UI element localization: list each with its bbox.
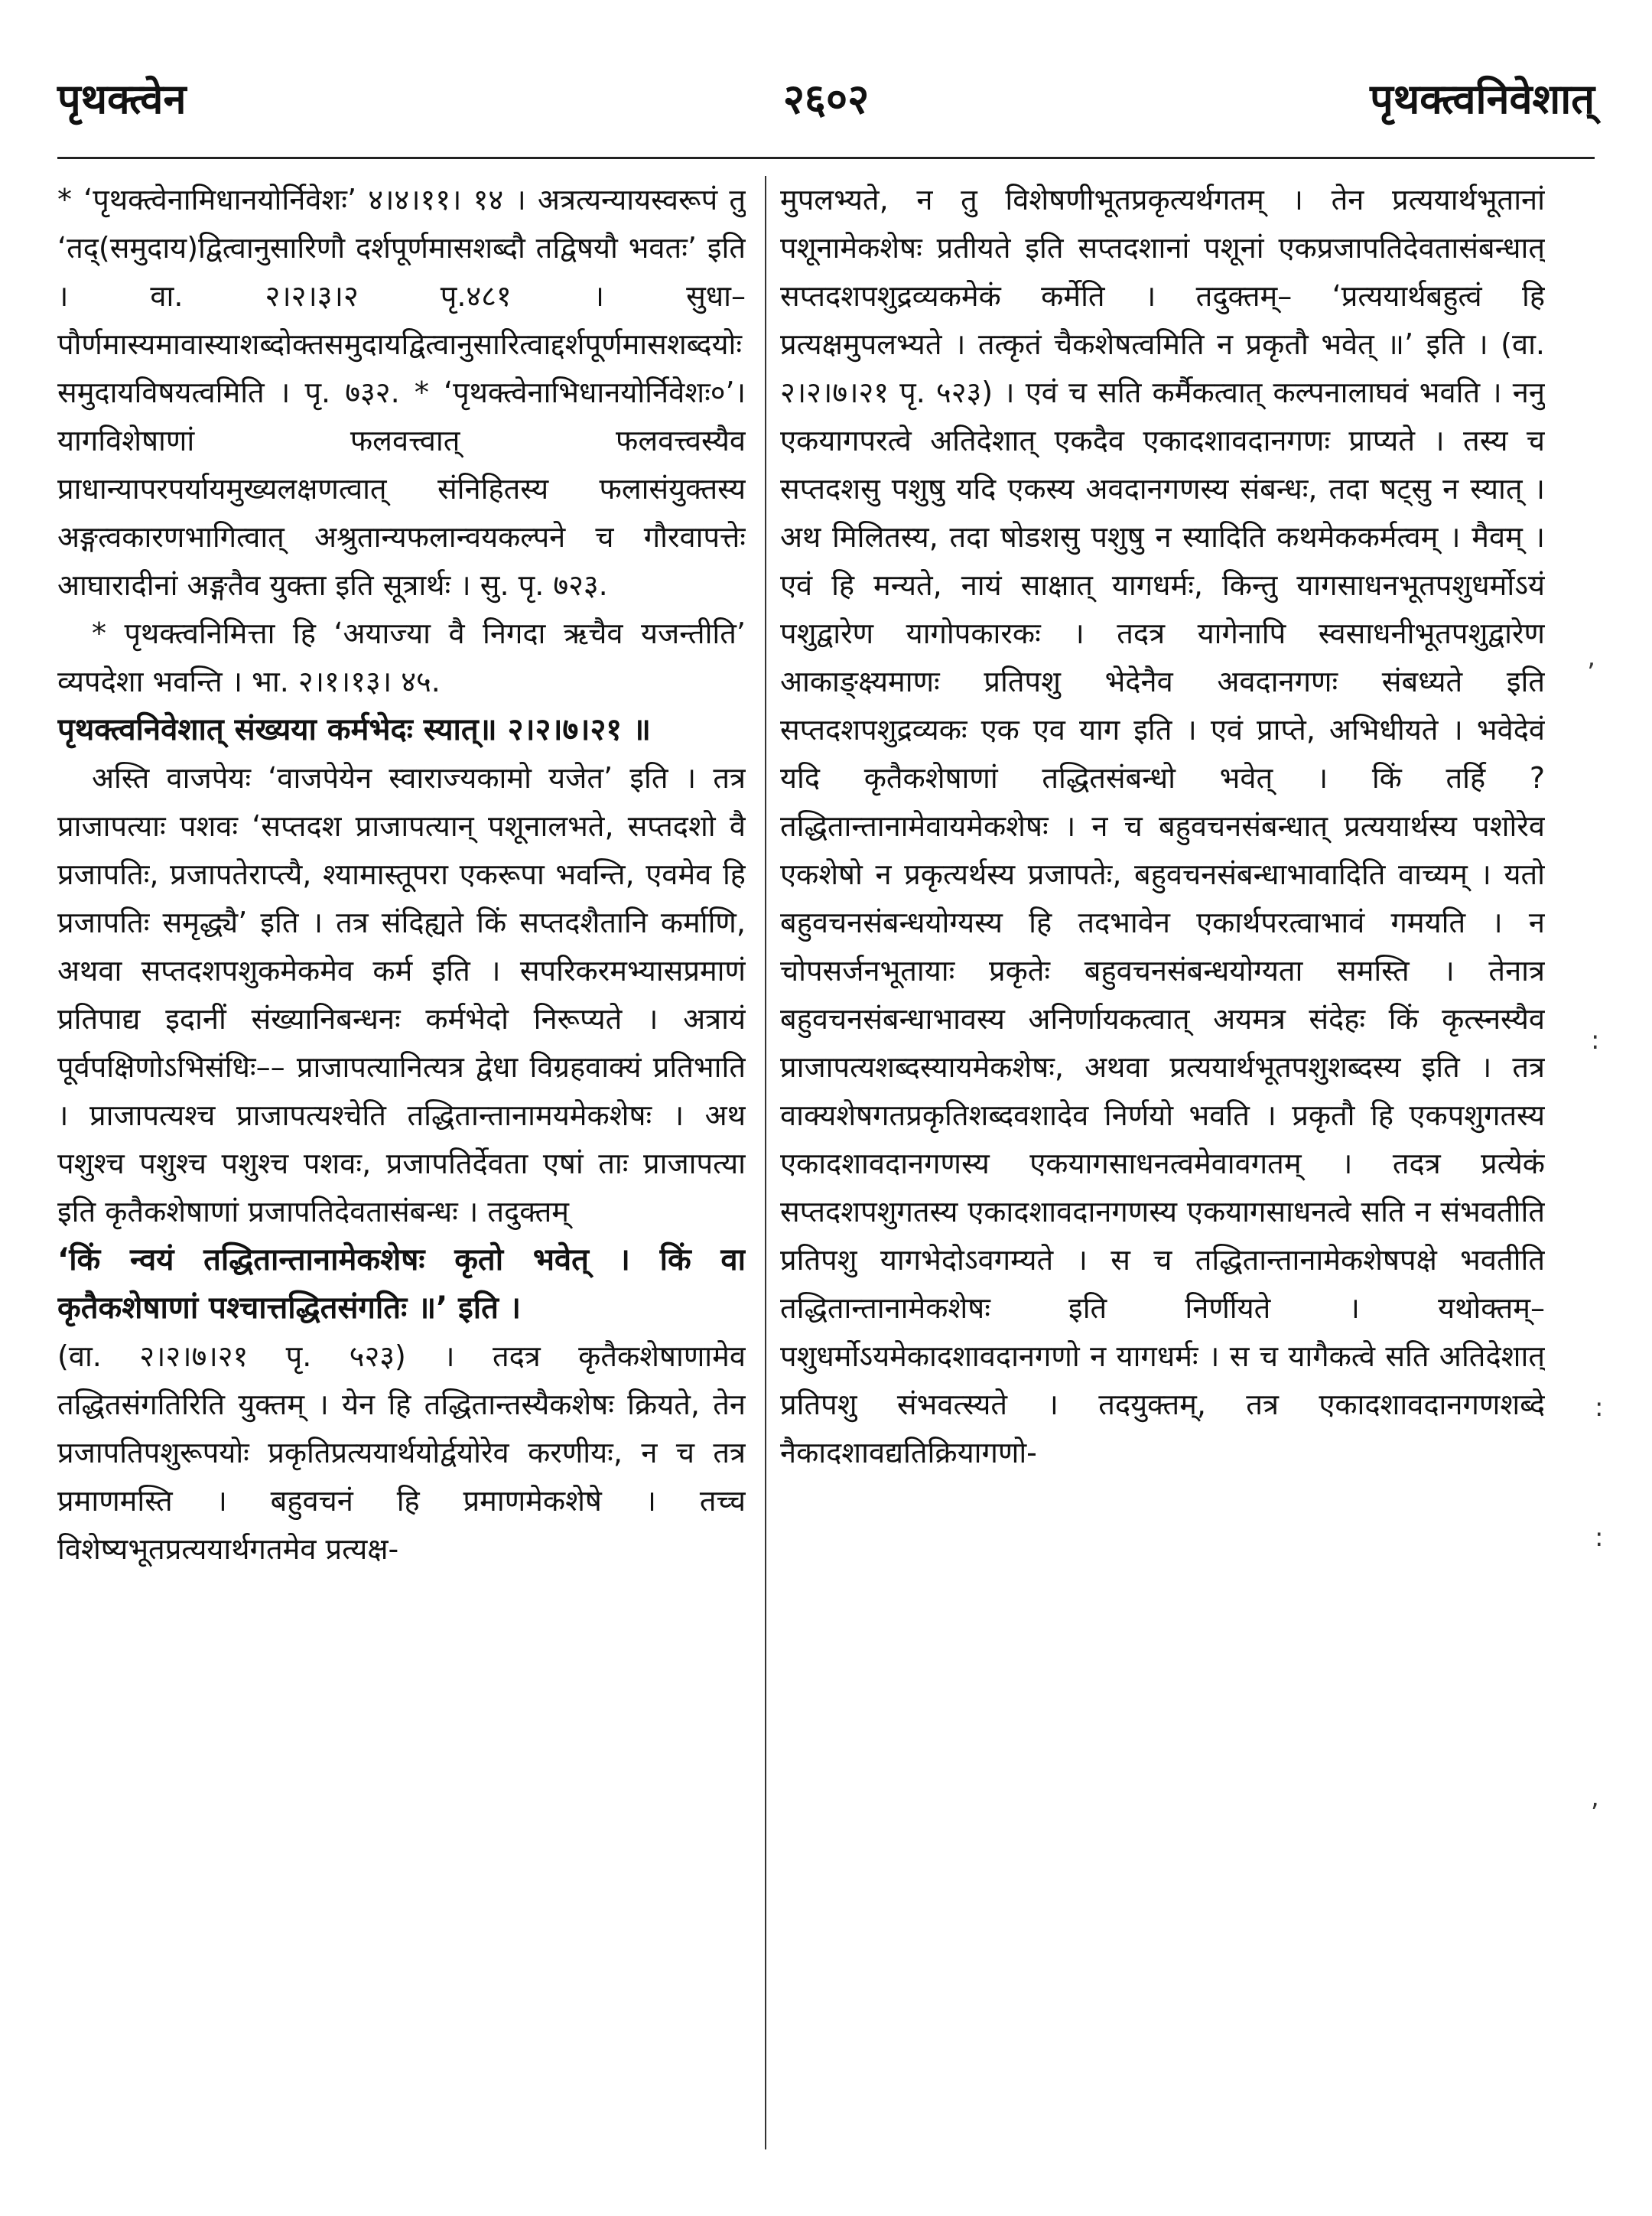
header-rule [57,157,1595,159]
page-number: २६०२ [782,75,870,123]
paragraph-left-1: * ‘पृथक्त्वेनामिधानयोर्निवेशः’ ४।४।११। १४ । अत्रत्यन्यायस्वरूपं तु ‘तद्(समुदाय)द्वित्वानुसारिणौ दर्शपूर्णमासशब्दौ तद्विषयौ भवतः’ इति । वा. २।२।३।२ पृ.४८१ । सुधा– पौर्णमास्यमावास्याशब्दोक्तसमुदायद्वित्वानुसारित्वाद्दर्शपूर्णमासशब्दयोः समुदायविषयत्वमिति । पृ. ७३२. * ‘पृथक्त्वेनाभिधानयोर्निवेशः०’। यागविशेषाणां फलवत्त्वात् फलवत्त्वस्यैव प्राधान्यापरपर्यायमुख्यलक्षणत्वात् संनिहितस्य फलासंयुक्तस्य अङ्गत्वकारणभागित्वात् अश्रुतान्यफलान्वयकल्पने च गौरवापत्तेः आघारादीनां अङ्गतैव युक्ता इति सूत्रार्थः । सु. पृ. ७२३. [57,183,746,602]
sutra-heading: पृथक्त्वनिवेशात् संख्यया कर्मभेदः स्यात्॥ २।२।७।२१ ॥ [57,712,651,747]
margin-mark: : [1595,1392,1604,1423]
header-right-word: पृथक्त्वनिवेशात् [1370,75,1595,123]
margin-mark: : [1595,1522,1604,1553]
paragraph-left-2: * पृथक्त्वनिमित्ता हि ‘अयाज्या वै निगदा ऋचैव यजन्तीति’ व्यपदेशा भवन्ति । भा. २।१।१३। ४५. [57,617,746,698]
column-divider [765,176,766,2149]
paragraph-left-4: (वा. २।२।७।२१ पृ. ५२३) । तदत्र कृतैकशेषाणामेव तद्धितसंगतिरिति युक्तम् । येन हि तद्धितान्तस्यैकशेषः क्रियते, तेन प्रजापतिपशुरूपयोः प्रकृतिप्रत्ययार्थयोर्द्वयोरेव करणीयः, न च तत्र प्रमाणमस्ति । बहुवचनं हि प्रमाणमेकशेषे । तच्च विशेष्यभूतप्रत्ययार्थगतमेव प्रत्यक्ष- [57,1339,746,1566]
header-left-word: पृथक्त्वेन [57,75,187,123]
margin-mark: , [1591,1782,1599,1813]
margin-mark: : [1591,1025,1600,1056]
paragraph-left-3: अस्ति वाजपेयः ‘वाजपेयेन स्वाराज्यकामो यजेत’ इति । तत्र प्राजापत्याः पशवः ‘सप्तदश प्राजापत्यान् पशूनालभते, सप्तदशो वै प्रजापतिः, प्रजापतेराप्त्यै, श्यामास्तूपरा एकरूपा भवन्ति, एवमेव हि प्रजापतिः समृद्ध्यै’ इति । तत्र संदिह्यते किं सप्तदशैतानि कर्माणि, अथवा सप्तदशपशुकमेकमेव कर्म इति । सपरिकरमभ्यासप्रमाणं प्रतिपाद्य इदानीं संख्यानिबन्धनः कर्मभेदो निरूप्यते । अत्रायं पूर्वपक्षिणोऽभिसंधिः–– प्राजापत्यानित्यत्र द्वेधा विग्रहवाक्यं प्रतिभाति । प्राजापत्यश्च प्राजापत्यश्चेति तद्धितान्तानामयमेकशेषः । अथ पशुश्च पशुश्च पशुश्च पशवः, प्रजापतिर्देवता एषां ताः प्राजापत्या इति कृतैकशेषाणां प्रजापतिदेवतासंबन्धः । तदुक्तम् [57,761,746,1228]
verse-quote: ‘किं न्वयं तद्धितान्तानामेकशेषः कृतो भवेत् । किं वा कृतैकशेषाणां पश्चात्तद्धितसंगतिः ॥’ इति । [57,1242,746,1326]
left-column [57,176,746,2172]
margin-mark: ’ [1587,658,1595,688]
paragraph-right-1: मुपलभ्यते, न तु विशेषणीभूतप्रकृत्यर्थगतम् । तेन प्रत्ययार्थभूतानां पशूनामेकशेषः प्रतीयते इति सप्तदशानां पशूनां एकप्रजापतिदेवतासंबन्धात् सप्तदशपशुद्रव्यकमेकं कर्मेति । तदुक्तम्– ‘प्रत्ययार्थबहुत्वं हि प्रत्यक्षमुपलभ्यते । तत्कृतं चैकशेषत्वमिति न प्रकृतौ भवेत् ॥’ इति । (वा. २।२।७।२१ पृ. ५२३) । एवं च सति कर्मैकत्वात् कल्पनालाघवं भवति । ननु एकयागपरत्वे अतिदेशात् एकदैव एकादशावदानगणः प्राप्यते । तस्य च सप्तदशसु पशुषु यदि एकस्य अवदानगणस्य संबन्धः, तदा षट्सु न स्यात् । अथ मिलितस्य, तदा षोडशसु पशुषु न स्यादिति कथमेककर्मत्वम् । मैवम् । एवं हि मन्यते, नायं साक्षात् यागधर्मः, किन्तु यागसाधनभूतपशुधर्मोऽयं पशुद्वारेण यागोपकारकः । तदत्र यागेनापि स्वसाधनीभूतपशुद्वारेण आकाङ्क्ष्यमाणः प्रतिपशु भेदेनैव अवदानगणः संबध्यते इति सप्तदशपशुद्रव्यकः एक एव याग इति । एवं प्राप्ते, अभिधीयते । भवेदेवं यदि कृतैकशेषाणां तद्धितसंबन्धो भवेत् । किं तर्हि ? तद्धितान्तानामेवायमेकशेषः । न च बहुवचनसंबन्धात् प्रत्ययार्थस्य पशोरेव एकशेषो न प्रकृत्यर्थस्य प्रजापतेः, बहुवचनसंबन्धाभावादिति वाच्यम् । यतो बहुवचनसंबन्धयोग्यस्य हि तदभावेन एकार्थपरत्वाभावं गमयति । न चोपसर्जनभूतायाः प्रकृतेः बहुवचनसंबन्धयोग्यता समस्ति । तेनात्र बहुवचनसंबन्धाभावस्य अनिर्णायकत्वात् अयमत्र संदेहः किं कृत्स्नस्यैव प्राजापत्यशब्दस्यायमेकशेषः, अथवा प्रत्ययार्थभूतपशुशब्दस्य इति । तत्र वाक्यशेषगतप्रकृतिशब्दवशादेव निर्णयो भवति । प्रकृतौ हि एकपशुगतस्य एकादशावदानगणस्य एकयागसाधनत्वमेवावगतम् । तदत्र प्रत्येकं सप्तदशपशुगतस्य एकादशावदानगणस्य एकयागसाधनत्वे सति न संभवतीति प्रतिपशु यागभेदोऽवगम्यते । स च तद्धितान्तानामेकशेषपक्षे भवतीति तद्धितान्तानामेकशेषः इति निर्णीयते । यथोक्तम्– पशुधर्मोऽयमेकादशावदानगणो न यागधर्मः । स च यागैकत्वे सति अतिदेशात् प्रतिपशु संभवत्स्यते । तदयुक्तम्, तत्र एकादशावदानगणशब्दे नैकादशावद्यतिक्रियागणो- [780,183,1545,1469]
right-column [780,176,1545,2172]
